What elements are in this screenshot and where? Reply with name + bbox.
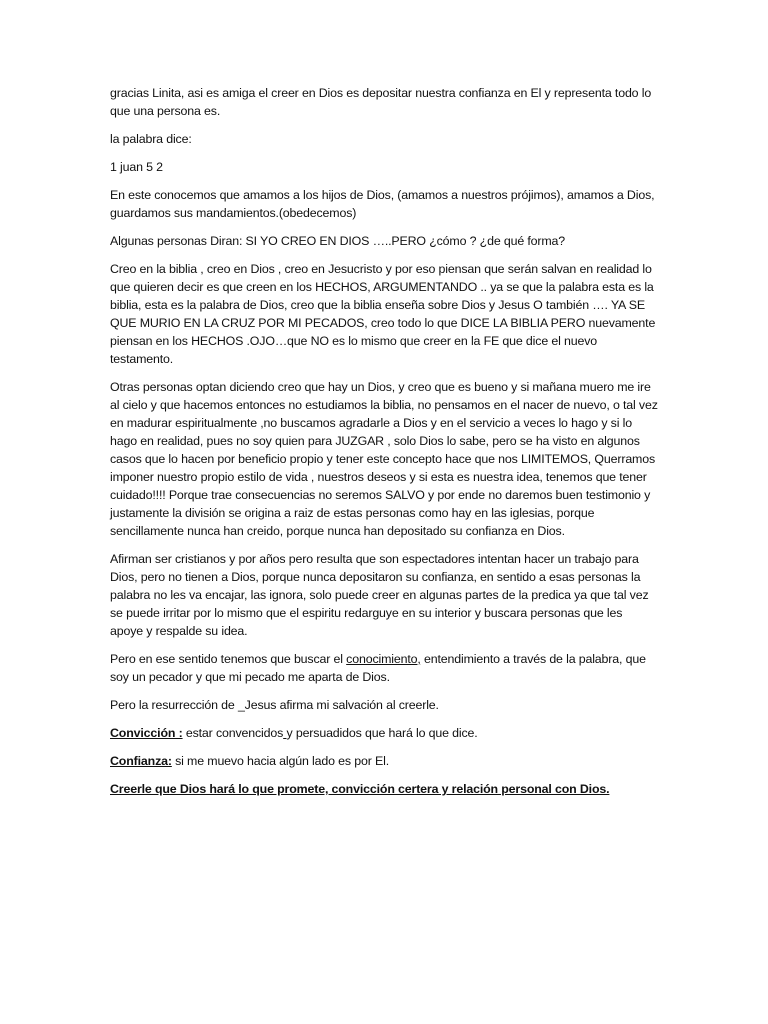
paragraph-greeting: gracias Linita, asi es amiga el creer en Dios es depositar nuestra confianza en El y representa todo lo que una persona es. [110, 86, 652, 118]
text-run: entendimiento a través de la palabra, que soy un pecador y que mi pecado me aparta de Dios. [110, 652, 646, 684]
paragraph-otras-personas: Otras personas optan diciendo creo que hay un Dios, y creo que es bueno y si mañana muero me ire al cielo y que hacemos entonces no estudiamos la biblia, no pensamos en el nacer de nuevo, o tal vez en madurar espiritualmente ,no buscamos agradarle a Dios y en el servicio a veces lo hago y si lo hago en realidad, pues no soy quien para JUZGAR , solo Dios lo sabe, pero se ha visto en algunos casos que lo hacen por beneficio propio y tener este concepto hace que nos LIMITEMOS, Querramos imponer nuestro propio estilo de vida , nuestros deseos y si esta es nuestra idea, tenemos que tener cuidado!!!! Porque trae consecuencias no seremos SALVO y por ende no daremos buen testimonio y justamente la división se origina a raiz de estas personas como hay en las iglesias, porque sencillamente nunca han creido, porque nunca han depositado su confianza en Dios. [110, 380, 658, 538]
label-conviccion: Convicción : [110, 726, 183, 740]
paragraph-resurreccion: Pero la resurrección de _Jesus afirma mi salvación al creerle. [110, 698, 439, 712]
text-run: y persuadidos que hará lo que dice. [286, 726, 478, 740]
paragraph-conocimiento [110, 650, 658, 686]
underlined-text-conocimiento: conocimiento, [346, 652, 421, 666]
label-confianza: Confianza: [110, 754, 172, 768]
paragraph-palabra-dice: la palabra dice: [110, 132, 192, 146]
document-page [110, 84, 658, 808]
paragraph-algunas-personas: Algunas personas Diran: SI YO CREO EN DIOS …..PERO ¿cómo ? ¿de qué forma? [110, 234, 566, 248]
paragraph-conviccion [110, 724, 658, 742]
paragraph-verse-reference: 1 juan 5 2 [110, 160, 163, 174]
paragraph-confianza [110, 752, 658, 770]
paragraph-verse-text: En este conocemos que amamos a los hijos de Dios, (amamos a nuestros prójimos), amamos a Dios, guardamos sus mandamientos.(obedecemos) [110, 188, 655, 220]
paragraph-creo-en-la-biblia: Creo en la biblia , creo en Dios , creo en Jesucristo y por eso piensan que serán salvan en realidad lo que quieren decir es que creen en los HECHOS, ARGUMENTANDO .. ya se que la palabra esta es la biblia, esta es la palabra de Dios, creo que la biblia enseña sobre Dios y Jesus O también …. YA SE QUE MURIO EN LA CRUZ POR MI PECADOS, creo todo lo que DICE LA BIBLIA PERO nuevamente piensan en los HECHOS .OJO…que NO es lo mismo que creer en la FE que dice el nuevo testamento. [110, 262, 656, 366]
text-run: Pero en ese sentido tenemos que buscar el [110, 652, 347, 666]
text-run: si me muevo hacia algún lado es por El. [171, 754, 389, 768]
paragraph-afirman-ser-cristianos: Afirman ser cristianos y por años pero resulta que son espectadores intentan hacer un trabajo para Dios, pero no tienen a Dios, porque nunca depositaron su confianza, en sentido a esas personas la palabra no les va encajar, las ignora, solo puede creer en algunas partes de la predica ya que tal vez se puede irritar por lo mismo que el espiritu redarguye en su interior y buscara personas que les apoye y respalde su idea. [110, 552, 649, 638]
text-run: estar convencidos [182, 726, 284, 740]
paragraph-conclusion: Creerle que Dios hará lo que promete, convicción certera y relación personal con Dios. [110, 782, 610, 796]
